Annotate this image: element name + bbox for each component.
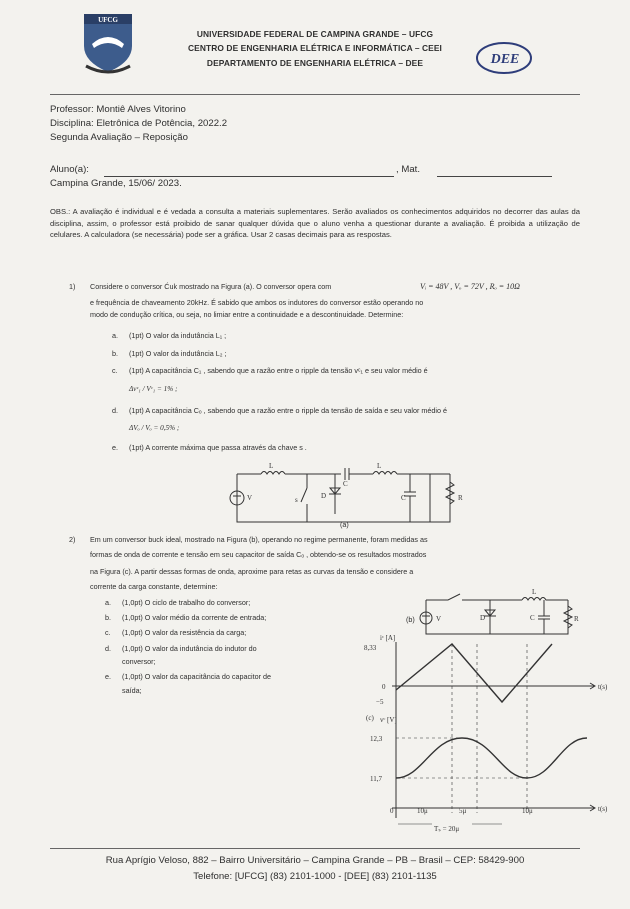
vc-axis-label: vᶜ [V] [380, 716, 397, 724]
svg-text:C: C [343, 480, 348, 488]
svg-text:R: R [574, 615, 579, 623]
q1-b-letter: b. [112, 349, 118, 358]
t-10-second: 10μ [522, 807, 533, 815]
ic-t-label: t(s) [598, 683, 608, 691]
q2-intro-2: formas de onda de corrente e tensão em seu capacitor de saída Cₒ , obtendo-se os resultados mostrados [90, 550, 427, 559]
q1-d-text: (1pt) A capacitância Cₒ , sabendo que a razão entre o ripple da tensão de saída e seu valor médio é [129, 406, 447, 415]
q2-e-cont: saída; [122, 686, 142, 695]
q1-c-letter: c. [112, 366, 118, 375]
svg-text:s: s [295, 496, 298, 504]
svg-text:C: C [530, 614, 535, 622]
discipline: Disciplina: Eletrônica de Potência, 2022.2 [50, 118, 228, 129]
q1-params: Vᵢ = 48V , Vₒ = 72V , Rₒ = 10Ω [420, 282, 520, 291]
q2-intro-1: Em um conversor buck ideal, mostrado na Figura (b), operando no regime permanente, foram medidas as [90, 535, 428, 544]
q2-number: 2) [69, 535, 76, 544]
professor: Professor: Montiê Alves Vitorino [50, 104, 186, 115]
center-name: CENTRO DE ENGENHARIA ELÉTRICA E INFORMÁTICA – CEEI [188, 43, 442, 53]
mat-label: , Mat. [396, 164, 420, 175]
q1-a-text: (1pt) O valor da indutância L₁ ; [129, 331, 227, 340]
q1-intro-a: Considere o conversor Ćuk mostrado na Figura (a). O conversor opera com [90, 282, 332, 291]
svg-text:L: L [377, 462, 382, 470]
q2-c-letter: c. [105, 628, 111, 637]
header-divider [50, 94, 580, 95]
q1-a-letter: a. [112, 331, 118, 340]
vc-max-label: 12,3 [370, 735, 383, 743]
svg-text:R: R [458, 494, 463, 502]
q1-d-ratio: ΔVₒ / Vₒ = 0,5% ; [129, 424, 180, 432]
q2-intro-3: na Figura (c). A partir dessas formas de onda, aproxime para retas as curvas da tensão e considere a [90, 567, 414, 576]
fig-b-caption: (b) [406, 615, 415, 624]
q2-intro-4: corrente da carga constante, determine: [90, 582, 218, 591]
department-name: DEPARTAMENTO DE ENGENHARIA ELÉTRICA – DEE [206, 58, 424, 68]
svg-text:D: D [480, 614, 486, 622]
date: Campina Grande, 15/06/ 2023. [50, 178, 182, 189]
obs-paragraph: OBS.: A avaliação é individual e é vedada a consulta a materiais suplementares. Serão avaliados os conhecimentos adquiridos no decorrer das aulas da disciplina, assim, o professor está proibido de sanar qualquer dúvida que o aluno venha a questionar durante a avaliação. É proibida a utilização de celulares. A calculadora (se necessária) pode ser a gráfica. Usar 2 casas decimais para as respostas. [50, 207, 580, 240]
cuk-converter-circuit [225, 458, 475, 530]
q1-d-letter: d. [112, 406, 118, 415]
q1-intro-b: e frequência de chaveamento 20kHz. É sabido que ambos os indutores do conversor estão operando no [90, 298, 424, 307]
q1-c-text: (1pt) A capacitância C₁ , sabendo que a razão entre o ripple da tensão vᶜ₁ e seu valor médio é [129, 366, 428, 375]
university-name: UNIVERSIDADE FEDERAL DE CAMPINA GRANDE – UFCG [196, 29, 434, 39]
dee-logo [474, 38, 534, 78]
vc-waveform [396, 738, 587, 778]
q2-d-letter: d. [105, 644, 111, 653]
mat-line[interactable] [437, 176, 552, 177]
q2-c-text: (1,0pt) O valor da resistência da carga; [122, 628, 247, 637]
fig-c-caption: (c) [366, 714, 374, 722]
svg-text:L: L [269, 462, 274, 470]
ufcg-logo [82, 12, 134, 78]
ic-min-label: −5 [376, 698, 384, 706]
q1-e-letter: e. [112, 443, 118, 452]
footer-phone: Telefone: [UFCG] (83) 2101-1000 - [DEE] (83) 2101-1135 [193, 871, 437, 882]
q2-b-text: (1,0pt) O valor médio da corrente de entrada; [122, 613, 267, 622]
ic-axis-label: iᶜ [A] [380, 634, 396, 642]
q1-c-ratio: Δvᶜ₁ / Vᶜ₁ = 1% ; [129, 385, 178, 393]
fig-a-caption: (a) [340, 520, 349, 529]
svg-text:D: D [321, 492, 327, 500]
ic-max-label: 8,33 [364, 644, 377, 652]
student-name-line[interactable] [104, 176, 394, 177]
student-label: Aluno(a): [50, 164, 89, 175]
exam-title: Segunda Avaliação – Reposição [50, 132, 188, 143]
svg-text:V: V [247, 494, 253, 502]
vc-t-label: t(s) [598, 805, 608, 813]
ic-zero-label: 0 [382, 683, 386, 691]
q2-e-letter: e. [105, 672, 111, 681]
footer-divider [50, 848, 580, 849]
q2-a-text: (1,0pt) O ciclo de trabalho do conversor; [122, 598, 251, 607]
ts-label: Tₛ = 20μ [434, 825, 460, 833]
q1-e-text: (1pt) A corrente máxima que passa através da chave s . [129, 443, 307, 452]
t-5: 5μ [459, 807, 467, 815]
q1-intro-c: modo de condução crítica, ou seja, no limiar entre a continuidade e a descontinuidade. Determine: [90, 310, 404, 319]
svg-text:L: L [532, 588, 537, 596]
q2-e-text: (1,0pt) O valor da capacitância do capacitor de [122, 672, 272, 681]
waveform-charts [362, 628, 622, 840]
ic-waveform [396, 644, 552, 702]
vc-min-label: 11,7 [370, 775, 382, 783]
vc-t-zero: 0 [390, 807, 394, 815]
dee-logo-text: DEE [490, 52, 520, 67]
q1-number: 1) [69, 282, 76, 291]
t-10-first: 10μ [417, 807, 428, 815]
q1-b-text: (1pt) O valor da indutância L₂ ; [129, 349, 227, 358]
svg-text:V: V [436, 615, 442, 623]
q2-d-cont: conversor; [122, 657, 156, 666]
logo-text: UFCG [98, 16, 118, 24]
q2-b-letter: b. [105, 613, 111, 622]
svg-text:C: C [401, 494, 406, 502]
q2-d-text: (1,0pt) O valor da indutância do indutor do [122, 644, 257, 653]
q2-a-letter: a. [105, 598, 111, 607]
footer-address: Rua Aprígio Veloso, 882 – Bairro Universitário – Campina Grande – PB – Brasil – CEP: 58429-900 [105, 855, 525, 866]
